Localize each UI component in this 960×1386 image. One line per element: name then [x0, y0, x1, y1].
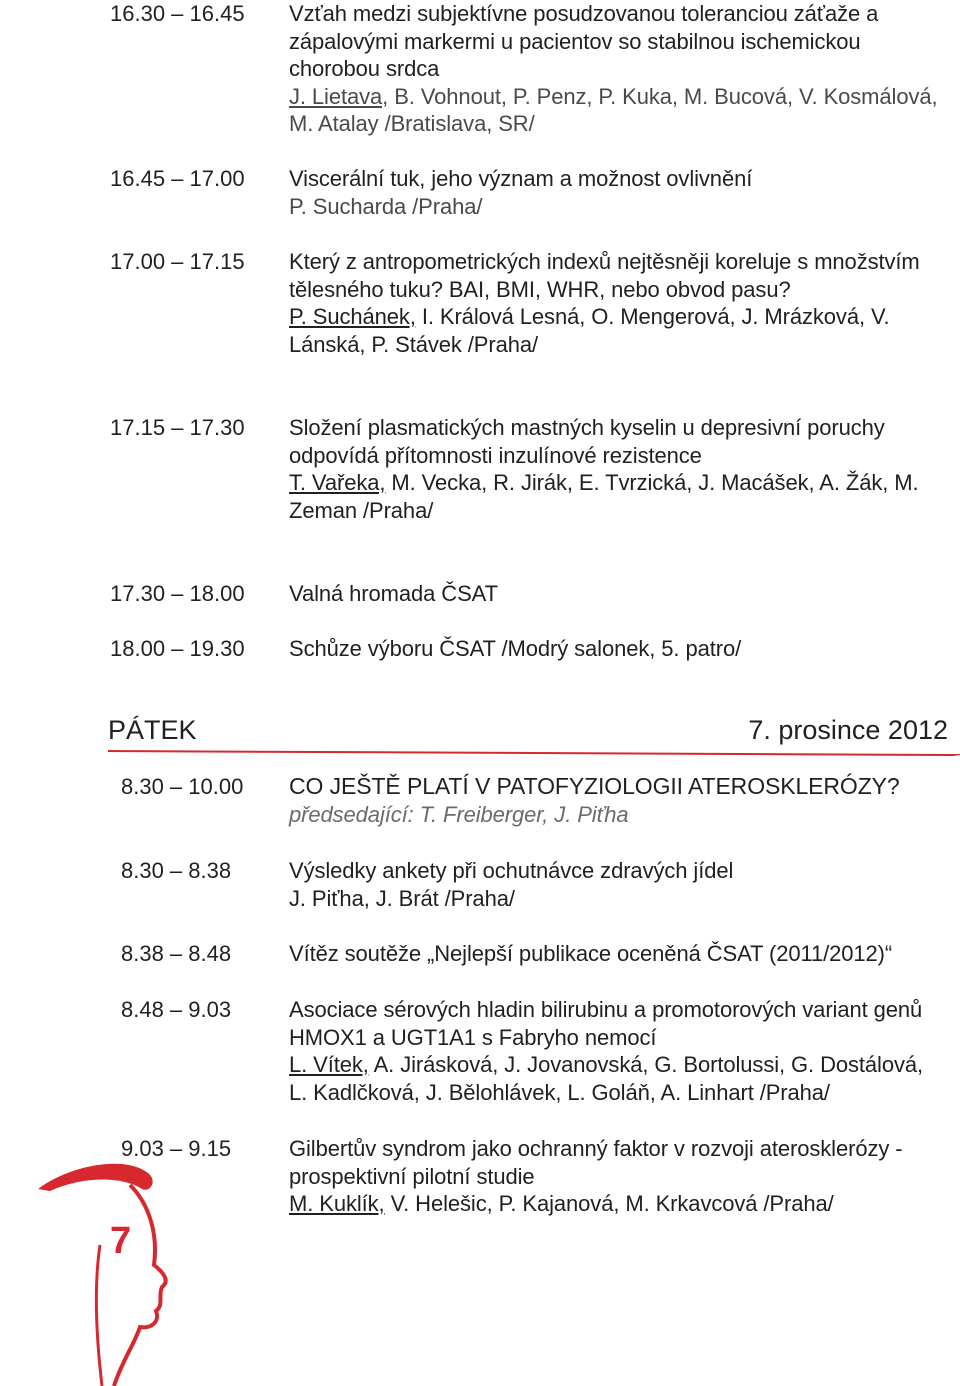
session-authors: P. Sucharda /Praha/: [289, 193, 483, 219]
session-authors: A. Jirásková, J. Jovanovská, G. Bortolussi, G. Dostálová, L. Kadlčková, J. Bělohlávek, L. Goláň, A. Linhart /Praha/: [289, 1052, 924, 1105]
session-time: 16.30 – 16.45: [110, 1, 245, 26]
session-time: 9.03 – 9.15: [121, 1136, 232, 1161]
block-time: 8.30 – 10.00: [121, 774, 244, 799]
block-title: CO JEŠTĚ PLATÍ V PATOFYZIOLOGII ATEROSKLERÓZY?: [289, 773, 900, 799]
session-time: 17.30 – 18.00: [110, 581, 245, 606]
session-time: 17.00 – 17.15: [110, 249, 245, 274]
session-title: Vzťah medzi subjektívne posudzovanou toleranciou záťaže a zápalovými markermi u pacientov so stabilnou ischemickou chorobou srdca: [289, 1, 879, 81]
presenter-link[interactable]: T. Vařeka,: [289, 470, 386, 495]
block-chairs: předsedající: T. Freiberger, J. Piťha: [289, 801, 629, 827]
logo-number: 7: [110, 1220, 132, 1262]
date-heading: 7. prosince 2012: [748, 715, 948, 745]
red-divider-line: [108, 748, 960, 758]
session-authors: M. Vecka, R. Jirák, E. Tvrzická, J. Macášek, A. Žák, M. Zeman /Praha/: [289, 470, 919, 523]
session-authors: I. Králová Lesná, O. Mengerová, J. Mrázková, V. Lánská, P. Stávek /Praha/: [289, 304, 890, 357]
session-time: 8.38 – 8.48: [121, 941, 232, 966]
session-time: 8.30 – 8.38: [121, 858, 232, 883]
session-title: Vítěz soutěže „Nejlepší publikace oceněná ČSAT (2011/2012)“: [289, 941, 893, 966]
session-title: Který z antropometrických indexů nejtěsněji koreluje s množstvím tělesného tuku? BAI, BMI, WHR, nebo obvod pasu?: [289, 249, 920, 302]
session-title: Valná hromada ČSAT: [289, 581, 498, 606]
session-title: Viscerální tuk, jeho význam a možnost ovlivnění: [289, 166, 753, 191]
session-authors: V. Helešic, P. Kajanová, M. Krkavcová /Praha/: [384, 1191, 834, 1216]
day-heading: PÁTEK: [108, 715, 197, 745]
session-time: 16.45 – 17.00: [110, 166, 245, 191]
session-authors: B. Vohnout, P. Penz, P. Kuka, M. Bucová, V. Kosmálová, M. Atalay /Bratislava, SR/: [289, 83, 938, 136]
presenter-link[interactable]: J. Lietava,: [289, 83, 389, 109]
presenter-link[interactable]: M. Kuklík,: [289, 1191, 385, 1216]
session-authors: J. Piťha, J. Brát /Praha/: [289, 885, 515, 911]
session-title: Schůze výboru ČSAT /Modrý salonek, 5. patro/: [289, 636, 742, 661]
session-title: Výsledky ankety při ochutnávce zdravých jídel: [289, 858, 734, 883]
session-title: Složení plasmatických mastných kyselin u depresivní poruchy odpovídá přítomnosti inzulínové rezistence: [289, 415, 885, 468]
session-time: 17.15 – 17.30: [110, 415, 245, 440]
session-title: Gilbertův syndrom jako ochranný faktor v rozvoji aterosklerózy - prospektivní pilotní studie: [289, 1136, 903, 1189]
presenter-link[interactable]: P. Suchánek,: [289, 304, 416, 329]
session-title: Asociace sérových hladin bilirubinu a promotorových variant genů HMOX1 a UGT1A1 s Fabryho nemocí: [289, 997, 923, 1050]
presenter-link[interactable]: L. Vítek,: [289, 1052, 369, 1077]
session-time: 8.48 – 9.03: [121, 997, 232, 1022]
session-time: 18.00 – 19.30: [110, 636, 245, 661]
head-profile-logo-icon: [30, 1155, 180, 1386]
